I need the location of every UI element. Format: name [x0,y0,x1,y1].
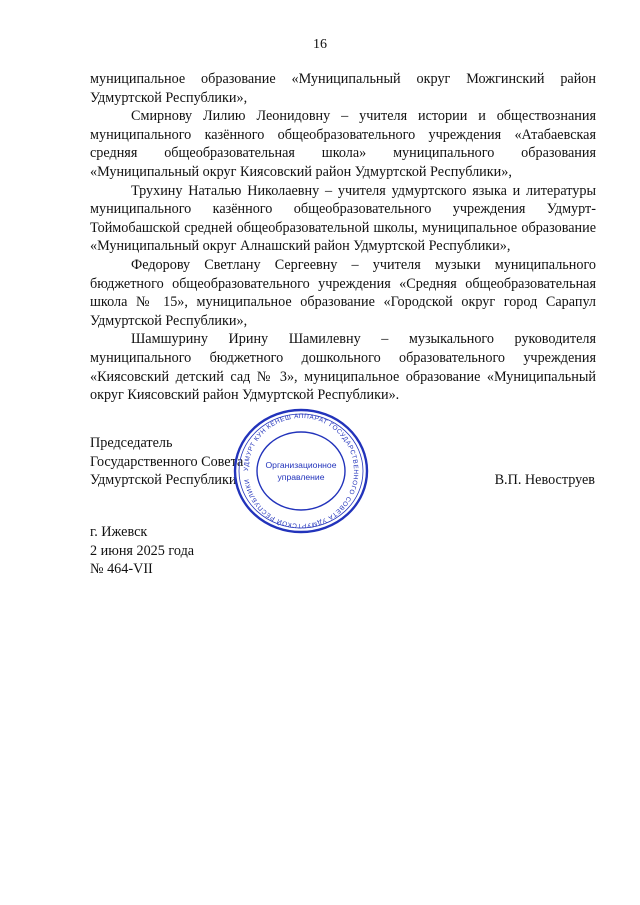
city: г. Ижевск [90,524,148,540]
signatory-name: В.П. Невоструев [494,472,595,488]
signature-position [90,434,243,490]
page-number: 16 [313,37,327,52]
stamp-center-line1: Организационное [265,460,337,470]
paragraph-trukhina: Трухину Наталью Николаевну – учителя удмуртского языка и литературы муниципального казённого общеобразовательного учреждения Удмурт-Тоймобашской средней общеобразовательной школы, муниципальное образование «Муниципальный округ Алнашский район Удмуртской Республики», [90,182,596,255]
signature-position-line: Председатель [90,435,173,451]
document-body [90,70,596,405]
stamp-ring-text: УДМУРТ КУН КЕНЕШ АППАРАТ ГОСУДАРСТВЕННОГО СОВЕТА УДМУРТСКОЙ РЕСПУБЛИКИ [242,412,360,530]
paragraph-smirnova: Смирнову Лилию Леонидовну – учителя истории и обществознания муниципального казённого общеобразовательного учреждения «Атабаевская средняя общеобразовательная школа» муниципального образования «Муниципальный округ Киясовский район Удмуртской Республики», [90,108,596,180]
paragraph-shamshurina: Шамшурину Ирину Шамилевну – музыкального руководителя муниципального бюджетного дошкольного образовательного учреждения «Киясовский детский сад № 3», муниципальное образование «Муниципальный округ Киясовский район Удмуртской Республики». [90,331,596,404]
paragraph-fedorova: Федорову Светлану Сергеевну – учителя музыки муниципального бюджетного общеобразовательного учреждения «Средняя общеобразовательная школа № 15», муниципальное образование «Городской округ город Сарапул Удмуртской Республики», [90,256,596,329]
official-stamp-icon [232,408,370,534]
paragraph-1: муниципальное образование «Муниципальный округ Можгинский район Удмуртской Республики», [90,71,596,106]
signature-position-line: Государственного Совета [90,453,244,470]
signature-position-line: Удмуртской Республики [90,472,237,489]
stamp-center-line2: управление [277,472,325,482]
date: 2 июня 2025 года [90,542,195,559]
document-number: № 464-VII [90,561,153,578]
place-date-block [90,523,194,579]
svg-text:УДМУРТ КУН КЕНЕШ АППАРАТ ГОСУД [243,413,359,529]
